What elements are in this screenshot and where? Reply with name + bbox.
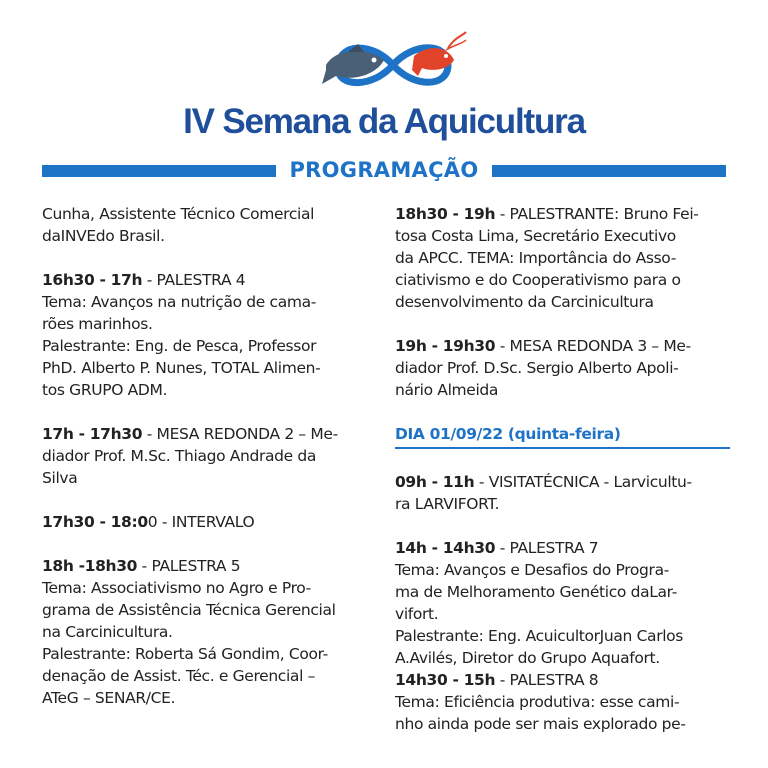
schedule-line: nho ainda pode ser mais explorado pe- — [395, 715, 686, 733]
schedule-line: Tema: Associativismo no Agro e Pro- — [42, 579, 311, 597]
time-slot: 19h - 19h30 — [395, 337, 496, 355]
time-slot: 18h -18h30 — [42, 557, 138, 575]
schedule-line: ma de Melhoramento Genético daLar- — [395, 583, 677, 601]
event-logo — [318, 30, 468, 100]
time-slot: 17h30 - 18:0 — [42, 513, 148, 531]
schedule-line: A.Avilés, Diretor do Grupo Aquafort. — [395, 649, 660, 667]
schedule-line: daINVEdo Brasil. — [42, 227, 165, 245]
schedule-entry-heading: 19h - 19h30 - MESA REDONDA 3 – Me- — [395, 337, 691, 355]
schedule-line: diador Prof. M.Sc. Thiago Andrade da — [42, 447, 317, 465]
schedule-line: Palestrante: Roberta Sá Gondim, Coor- — [42, 645, 328, 663]
schedule-line: rões marinhos. — [42, 315, 153, 333]
time-slot: 14h30 - 15h — [395, 671, 496, 689]
schedule-entry-heading: 16h30 - 17h - PALESTRA 4 — [42, 271, 246, 289]
schedule-line: desenvolvimento da Carcinicultura — [395, 293, 654, 311]
time-slot: 09h - 11h — [395, 473, 475, 491]
schedule-line: da APCC. TEMA: Importância do Asso- — [395, 249, 676, 267]
schedule-line: grama de Assistência Técnica Gerencial — [42, 601, 336, 619]
schedule-line: ciativismo e do Cooperativismo para o — [395, 271, 681, 289]
schedule-line: Silva — [42, 469, 78, 487]
schedule-line: diador Prof. D.Sc. Sergio Alberto Apoli- — [395, 359, 679, 377]
section-rule-right — [492, 165, 726, 177]
schedule-entry-heading: 18h30 - 19h - PALESTRANTE: Bruno Fei- — [395, 205, 699, 223]
time-slot: 14h - 14h30 — [395, 539, 496, 557]
section-title: PROGRAMAÇÃO — [289, 158, 479, 182]
schedule-line: vifort. — [395, 605, 439, 623]
schedule-line: PhD. Alberto P. Nunes, TOTAL Alimen- — [42, 359, 321, 377]
time-slot: 16h30 - 17h — [42, 271, 143, 289]
day-heading: DIA 01/09/22 (quinta-feira) — [395, 423, 730, 449]
schedule-line: Tema: Eficiência produtiva: esse cami- — [395, 693, 680, 711]
schedule-line: na Carcinicultura. — [42, 623, 173, 641]
schedule-entry-heading: 18h -18h30 - PALESTRA 5 — [42, 557, 241, 575]
time-slot: 18h30 - 19h — [395, 205, 496, 223]
schedule-line: tosa Costa Lima, Secretário Executivo — [395, 227, 676, 245]
schedule-entry-heading: 14h - 14h30 - PALESTRA 7 — [395, 539, 599, 557]
event-title: IV Semana da Aquicultura — [183, 102, 585, 141]
schedule-line: Tema: Avanços e Desafios do Progra- — [395, 561, 669, 579]
schedule-line: denação de Assist. Téc. e Gerencial – — [42, 667, 316, 685]
schedule-entry-heading: 17h30 - 18:00 - INTERVALO — [42, 513, 255, 531]
schedule-line: ra LARVIFORT. — [395, 495, 500, 513]
schedule-line: tos GRUPO ADM. — [42, 381, 168, 399]
schedule-line: Palestrante: Eng. AcuicultorJuan Carlos — [395, 627, 684, 645]
time-slot: 17h - 17h30 — [42, 425, 143, 443]
section-header — [42, 160, 726, 184]
schedule-right-column — [395, 203, 730, 735]
schedule-entry-heading: 14h30 - 15h - PALESTRA 8 — [395, 671, 599, 689]
schedule-entry-heading: 17h - 17h30 - MESA REDONDA 2 – Me- — [42, 425, 338, 443]
schedule-line: Tema: Avanços na nutrição de cama- — [42, 293, 317, 311]
section-rule-left — [42, 165, 276, 177]
schedule-line: ATeG – SENAR/CE. — [42, 689, 176, 707]
schedule-line: Palestrante: Eng. de Pesca, Professor — [42, 337, 317, 355]
schedule-left-column — [42, 203, 382, 709]
schedule-entry-heading: 09h - 11h - VISITATÉCNICA - Larvicultu- — [395, 473, 692, 491]
schedule-line: Cunha, Assistente Técnico Comercial — [42, 205, 315, 223]
schedule-line: nário Almeida — [395, 381, 499, 399]
shrimp-icon — [412, 32, 466, 76]
